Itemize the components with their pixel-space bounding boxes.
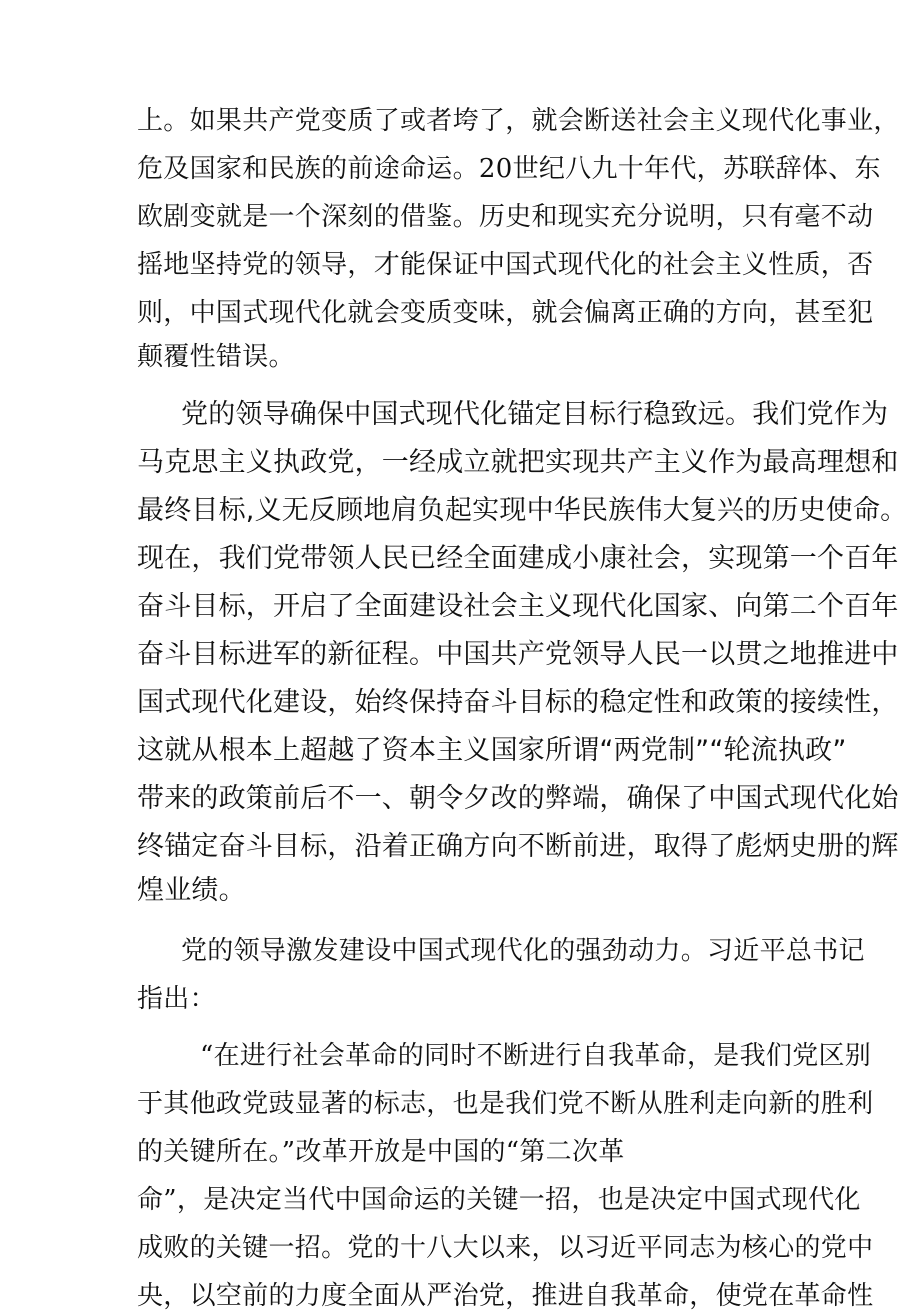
text-line: 颠覆性错误。: [137, 342, 295, 372]
text-line: 命”，是决定当代中国命运的关键一招，也是决定中国式现代化: [137, 1185, 861, 1215]
text-line: 的关键所在。”改革开放是中国的“第二次革: [137, 1137, 625, 1167]
text-line: 终锚定奋斗目标，沿着正确方向不断前进，取得了彪炳史册的辉: [137, 831, 899, 862]
text-line: 欧剧变就是一个深刻的借鉴。历史和现实充分说明，只有毫不动: [137, 202, 874, 232]
text-line: “在进行社会革命的同时不断进行自我革命，是我们党区别: [200, 1041, 872, 1071]
text-line: 危及国家和民族的前途命运。20世纪八九十年代，苏联辞体、东: [137, 154, 881, 184]
text-line: 现在，我们党带领人民已经全面建成小康社会，实现第一个百年: [137, 543, 899, 574]
text-line: 上。如果共产党变质了或者垮了，就会断送社会主义现代化事业，: [137, 106, 900, 136]
text-line: 奋斗目标，开启了全面建设社会主义现代化国家、向第二个百年: [137, 591, 899, 622]
text-line: 奋斗目标进军的新征程。中国共产党领导人民一以贯之地推进中: [137, 639, 899, 670]
text-line: 国式现代化建设，始终保持奋斗目标的稳定性和政策的接续性，: [137, 687, 899, 718]
text-line: 这就从根本上超越了资本主义国家所谓“两党制”“轮流执政”: [137, 735, 847, 766]
text-line: 央，以空前的力度全面从严治党，推进自我革命，使党在革命性: [137, 1281, 874, 1311]
text-line: 摇地坚持党的领导，才能保证中国式现代化的社会主义性质，否: [137, 250, 874, 280]
text-line: 成败的关键一招。党的十八大以来，以习近平同志为核心的党中: [137, 1233, 874, 1263]
text-line: 则，中国式现代化就会变质变味，就会偏离正确的方向，甚至犯: [137, 298, 874, 328]
text-line: 马克思主义执政党，一经成立就把实现共产主义作为最高理想和: [137, 447, 899, 478]
text-line: 带来的政策前后不一、朝令夕改的弊端，确保了中国式现代化始: [137, 783, 899, 814]
text-line: 党的领导确保中国式现代化锚定目标行稳致远。我们党作为: [181, 399, 889, 430]
text-line: 最终目标,义无反顾地肩负起实现中华民族伟大复兴的历史使命。: [137, 495, 908, 526]
text-line: 煌业绩。: [137, 875, 246, 906]
text-line: 于其他政党豉显著的标志，也是我们党不断从胜利走向新的胜利: [137, 1089, 874, 1119]
text-line: 党的领导激发建设中国式现代化的强劲动力。习近平总书记: [181, 936, 865, 966]
text-line: 指出：: [137, 984, 216, 1014]
